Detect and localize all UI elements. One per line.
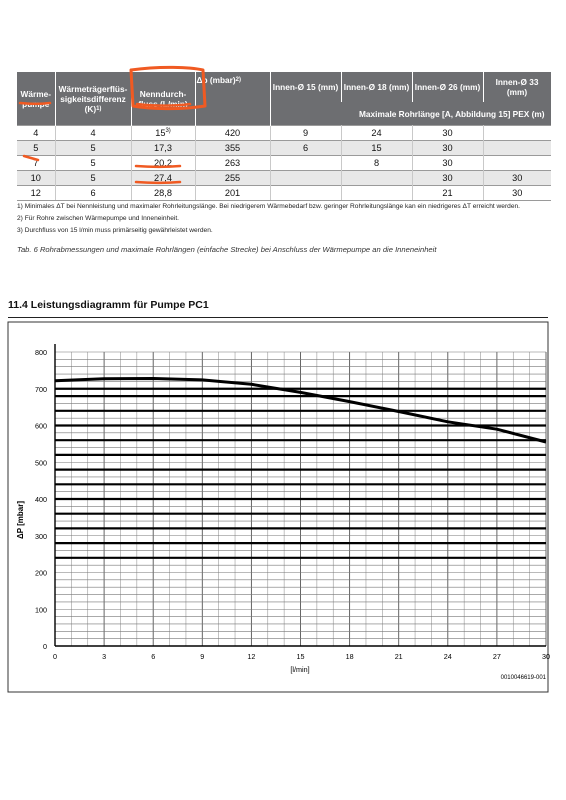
y-tick-label: 800 (35, 348, 47, 357)
y-tick-label: 300 (35, 531, 47, 541)
section-title: 11.4 Leistungsdiagramm für Pumpe PC1 (8, 299, 209, 311)
x-tick-label: 9 (200, 652, 205, 661)
y-tick-label: 500 (35, 458, 47, 468)
y-tick-labels (35, 348, 47, 651)
footnote-3: 3) Durchfluss von 15 l/min muss primärseitig gewährleistet werden. (17, 227, 213, 234)
x-tick-label: 12 (247, 652, 256, 661)
x-tick-label: 30 (542, 652, 550, 661)
section-divider (8, 317, 548, 318)
header-pressure-drop: Δp (mbar)$^{2)}$ (195, 72, 270, 126)
x-tick-label: 0 (53, 652, 57, 661)
footnote-2: 2) Für Rohre zwischen Wärmepumpe und Inneneinheit. (17, 215, 179, 222)
x-tick-label: 24 (443, 652, 452, 661)
x-tick-label: 18 (345, 652, 354, 661)
table-caption: Tab. 6 Rohrabmessungen und maximale Rohrlängen (einfache Strecke) bei Anschluss der Wärmepumpe an die Inneneinheit (17, 245, 437, 254)
table-row: 4 4 15$^{3)}$ 420 9 24 30 (17, 126, 551, 141)
y-tick-label: 700 (35, 384, 47, 394)
chart-frame (8, 322, 548, 692)
x-tick-label: 21 (394, 652, 403, 661)
header-nominal-flow: Nenndurch-fluss (L/min) (131, 72, 195, 126)
y-tick-label: 0 (43, 642, 47, 651)
table-row: 7 5 20,2 263 8 30 (17, 156, 551, 171)
y-tick-label: 100 (35, 605, 47, 615)
header-inner-d18: Innen-Ø 18 (mm) (341, 72, 412, 102)
grid-horizontal (55, 352, 546, 646)
figure-code: 0010046619-001 (500, 675, 546, 681)
header-inner-d15: Innen-Ø 15 (mm) (270, 72, 341, 102)
header-temperature-difference: Wärmeträgerflüs-sigkeitsdifferenz $(K)^{1)}$ (55, 72, 131, 126)
table-row: 12 6 28,8 201 21 30 (17, 186, 551, 201)
table-row: 5 5 17,3 355 6 15 30 (17, 141, 551, 156)
footnote-1: 1) Minimales ΔT bei Nennleistung und maximaler Rohrleitungslänge. Bei niedrigerem Wärmebedarf bzw. geringer Rohrleitungslänge kan ein niedrigeres ΔT erreicht werden. (17, 203, 520, 210)
x-tick-label: 27 (492, 652, 501, 661)
pump-performance-chart (0, 320, 566, 695)
y-tick-label: 400 (35, 495, 47, 504)
header-heat-pump: Wärme-pumpe (17, 72, 55, 126)
table-row: 10 5 27,4 255 30 30 (17, 171, 551, 186)
y-tick-label: 600 (35, 421, 47, 431)
x-tick-label: 6 (151, 652, 156, 661)
x-axis-label: [l/min] (290, 665, 310, 674)
x-tick-label: 3 (102, 652, 107, 661)
x-tick-label: 15 (296, 652, 305, 661)
header-inner-d33: Innen-Ø 33 (mm) (483, 72, 551, 102)
header-max-pipe-length: Maximale Rohrlänge [A, Abbildung 15] PEX (m) (270, 102, 551, 126)
pipe-dimension-table (17, 72, 552, 201)
header-inner-d26: Innen-Ø 26 (mm) (412, 72, 483, 102)
y-tick-label: 200 (35, 568, 47, 578)
x-tick-labels (53, 652, 550, 661)
y-axis-label: ΔP [mbar] (16, 500, 25, 540)
